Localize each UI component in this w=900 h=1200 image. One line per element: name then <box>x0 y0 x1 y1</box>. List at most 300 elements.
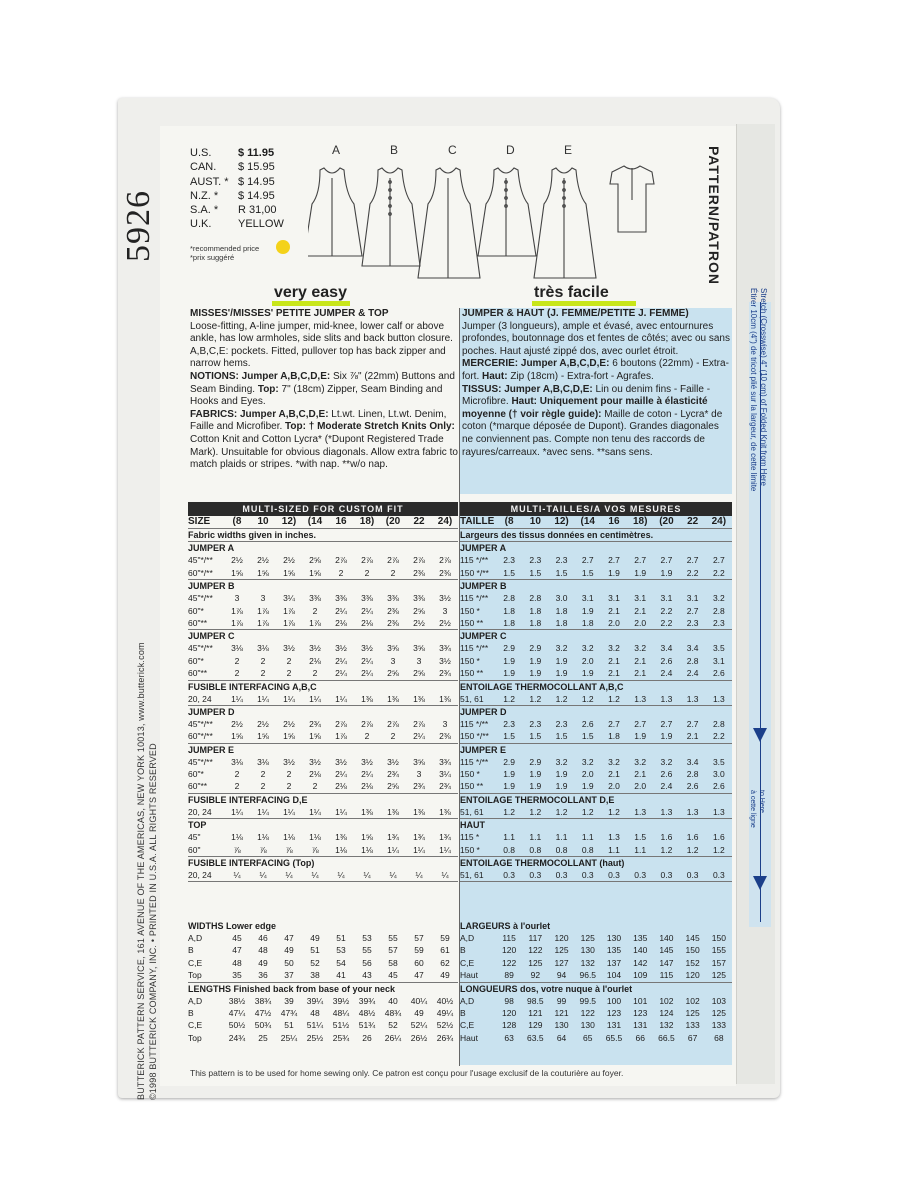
description-title: JUMPER & HAUT (J. FEMME/PETITE J. FEMME) <box>462 308 689 319</box>
table-cell: ¼ <box>259 870 267 881</box>
table-cell: 2.6 <box>712 781 725 792</box>
table-cell: 2 <box>286 769 292 780</box>
table-cell: 1⅝ <box>361 832 373 843</box>
table-cell: 1.2 <box>555 693 568 704</box>
table-cell: 2 <box>338 567 344 578</box>
table-row <box>460 718 732 730</box>
table-cell: 49 <box>310 933 320 943</box>
price-value: YELLOW <box>238 218 284 231</box>
row-label: 60"*/** <box>188 567 213 578</box>
table-cell: 1¼ <box>309 693 321 704</box>
table-cell: 48¾ <box>384 1007 402 1018</box>
jumper-e-drawing <box>534 168 596 278</box>
table-cell: 63.5 <box>527 1032 544 1043</box>
table-cell: ¼ <box>363 870 371 881</box>
table-cell: 2.7 <box>686 555 699 566</box>
row-label: 150 * <box>460 655 480 666</box>
table-banner: MULTI-SIZED FOR CUSTOM FIT <box>188 502 458 516</box>
table-cell: 130 <box>580 1020 595 1031</box>
yellow-price-dot-icon <box>276 240 290 254</box>
size-value: 18) <box>632 516 648 527</box>
section-title: JUMPER B <box>188 581 235 592</box>
table-cell: 3.1 <box>712 655 725 666</box>
table-cell: 2⅛ <box>335 781 347 792</box>
table-cell: 2 <box>234 769 240 780</box>
table-cell: 1⅛ <box>257 832 269 843</box>
price-footnote: *recommended price *prix suggéré <box>190 244 260 262</box>
table-cell: 2¼ <box>413 731 425 742</box>
table-cell: 145 <box>659 945 674 956</box>
table-cell: 54 <box>336 957 346 968</box>
section-title: FUSIBLE INTERFACING A,B,C <box>188 681 317 692</box>
table-cell: 1⅞ <box>257 605 269 616</box>
table-cell: 1⅛ <box>231 832 243 843</box>
table-cell: 3 <box>442 718 448 729</box>
table-cell: 52¼ <box>410 1020 428 1031</box>
size-value: 10 <box>529 516 541 527</box>
table-cell: 3½ <box>387 756 399 767</box>
table-row <box>188 844 458 857</box>
table-cell: 2⅞ <box>335 555 347 566</box>
row-label: 150 ** <box>460 617 484 628</box>
table-cell: 2⅝ <box>387 668 399 679</box>
tres-facile-underline <box>532 301 636 306</box>
table-cell: 1.3 <box>660 693 673 704</box>
table-cell: 38½ <box>228 995 246 1006</box>
size-value: (14 <box>307 516 323 527</box>
jumper-b-drawing <box>362 168 420 266</box>
table-cell: 1.3 <box>686 806 699 817</box>
table-cell: 3 <box>442 605 448 616</box>
table-cell: 2½ <box>413 617 425 628</box>
description-title: MISSES'/MISSES' PETITE JUMPER & TOP <box>190 308 389 319</box>
table-cell: 2⅝ <box>413 668 425 679</box>
table-cell: 1.2 <box>555 806 568 817</box>
table-cell: 142 <box>633 957 648 968</box>
row-label: 60"** <box>188 781 208 792</box>
row-label: 60"* <box>188 769 204 780</box>
table-cell: 1¼ <box>309 806 321 817</box>
size-value: 24) <box>711 516 727 527</box>
row-label: 150 ** <box>460 668 484 679</box>
table-cell: 3.1 <box>608 593 620 604</box>
table-cell: 3.2 <box>555 643 568 654</box>
table-row <box>188 567 458 580</box>
price-row <box>190 175 284 189</box>
price-value: $ 11.95 <box>238 147 275 159</box>
table-cell: 1¼ <box>283 693 295 704</box>
description-body: Jumper (3 longueurs), ample et évasé, avec entournures profondes, boutonnage dos et fentes de côtés; avec ou sans poches. Haut ajusté zippé dos, avec ourlet étroit. <box>462 320 730 357</box>
table-cell: 2.2 <box>686 567 699 578</box>
table-row <box>460 730 732 743</box>
table-cell: 1⅜ <box>361 806 373 817</box>
table-cell: 48½ <box>358 1007 376 1018</box>
table-cell: ⅞ <box>285 844 293 855</box>
table-row <box>460 1007 732 1019</box>
table-cell: 2.8 <box>686 655 699 666</box>
table-cell: 2 <box>234 655 240 666</box>
table-cell: 3⅛ <box>257 643 269 654</box>
table-cell: 48 <box>232 957 242 968</box>
yardage-table-french <box>460 502 732 922</box>
table-cell: 39 <box>284 995 294 1006</box>
table-cell: 1⅝ <box>309 731 321 742</box>
row-label: C,E <box>460 1020 475 1031</box>
table-cell: 1.9 <box>581 605 594 616</box>
table-cell: 2.3 <box>529 555 542 566</box>
table-cell: 131 <box>606 1020 622 1031</box>
table-cell: 2.4 <box>686 668 699 679</box>
table-cell: 25 <box>258 1032 268 1043</box>
table-cell: 120 <box>502 945 517 956</box>
table-cell: 1.2 <box>529 693 542 704</box>
table-cell: 2 <box>390 731 396 742</box>
row-label: Top <box>188 970 202 981</box>
table-row <box>460 617 732 630</box>
table-cell: 3¼ <box>439 769 451 780</box>
table-cell: 2.7 <box>660 555 673 566</box>
table-cell: 2.1 <box>634 655 647 666</box>
table-cell: 2.3 <box>686 617 699 628</box>
price-row <box>190 146 284 160</box>
row-label: 150 */** <box>460 567 489 578</box>
table-cell: ¼ <box>389 870 397 881</box>
row-label: 60"** <box>188 617 208 628</box>
table-cell: 47¼ <box>228 1007 246 1018</box>
size-value: 16 <box>335 516 347 527</box>
table-cell: 48 <box>258 945 268 956</box>
table-cell: 61 <box>440 945 450 956</box>
view-letter: B <box>390 143 399 157</box>
table-row <box>460 567 732 580</box>
size-label: TAILLE <box>460 516 495 527</box>
fabric-width-note: Largeurs des tissus données en centimètres. <box>460 529 732 542</box>
table-cell: 3⅜ <box>387 593 399 604</box>
size-value: (20 <box>385 516 401 527</box>
price-row <box>190 189 284 203</box>
row-label: B <box>460 1007 466 1018</box>
table-cell: 1.9 <box>581 781 594 792</box>
table-row <box>188 869 458 882</box>
table-cell: 1¼ <box>257 806 269 817</box>
table-cell: 26 <box>362 1032 372 1043</box>
table-cell: 0.3 <box>634 870 647 881</box>
table-cell: 102 <box>659 995 674 1006</box>
table-cell: 2.7 <box>608 555 620 566</box>
table-cell: 3.0 <box>555 593 568 604</box>
table-cell: 35 <box>232 970 242 981</box>
table-cell: 2.9 <box>503 643 516 654</box>
view-letter: A <box>332 143 341 157</box>
table-cell: 1.8 <box>608 731 620 742</box>
section-title: JUMPER A <box>188 543 235 554</box>
table-cell: 1.2 <box>660 844 673 855</box>
table-cell: 3⅜ <box>309 593 321 604</box>
table-banner: MULTI-TAILLES/A VOS MESURES <box>460 502 732 516</box>
section-title: ENTOILAGE THERMOCOLLANT A,B,C <box>460 681 624 692</box>
pattern-number: 5926 <box>120 190 157 262</box>
table-cell: 1.9 <box>634 731 647 742</box>
table-cell: 1.9 <box>529 781 542 792</box>
size-value: 24) <box>437 516 453 527</box>
table-row <box>188 995 458 1007</box>
row-label: 51, 61 <box>460 693 484 704</box>
table-cell: 1.1 <box>634 844 647 855</box>
table-cell: 2 <box>260 668 266 679</box>
table-cell: 3 <box>416 655 422 666</box>
table-cell: 3.2 <box>555 756 568 767</box>
table-cell: 92 <box>530 970 541 981</box>
table-cell: 3½ <box>335 643 347 654</box>
table-cell: 3.2 <box>634 643 647 654</box>
table-cell: 37 <box>284 970 294 981</box>
table-cell: 98.5 <box>527 995 544 1006</box>
table-row <box>188 642 458 654</box>
table-cell: 3½ <box>439 593 451 604</box>
table-cell: 57 <box>414 933 424 943</box>
table-cell: 130 <box>554 1020 569 1031</box>
table-cell: ⅞ <box>233 844 241 855</box>
table-cell: ⅞ <box>259 844 267 855</box>
view-letter: E <box>564 143 573 157</box>
row-label: 115 * <box>460 832 480 843</box>
table-cell: 1.5 <box>503 731 516 742</box>
table-cell: 128 <box>502 1020 517 1031</box>
table-cell: 89 <box>504 970 514 981</box>
table-cell: 0.8 <box>503 844 516 855</box>
table-cell: 3 <box>416 769 422 780</box>
table-cell: 2¼ <box>361 668 373 679</box>
table-cell: 2.1 <box>608 668 620 679</box>
table-row <box>460 756 732 768</box>
table-cell: 135 <box>633 933 648 943</box>
table-cell: 0.8 <box>581 844 594 855</box>
table-cell: 56 <box>362 957 372 968</box>
fabric-width-note: Fabric widths given in inches. <box>188 529 458 542</box>
view-letter: D <box>506 143 515 157</box>
table-cell: 40¼ <box>410 995 428 1006</box>
table-cell: 47 <box>414 970 424 981</box>
row-label: 51, 61 <box>460 870 484 881</box>
table-row <box>460 642 732 654</box>
section-title: JUMPER A <box>460 543 507 554</box>
price-country: N.Z. * <box>190 189 219 202</box>
garment-line-drawings <box>308 160 718 284</box>
size-value: 18) <box>359 516 375 527</box>
table-cell: 1.9 <box>529 769 542 780</box>
table-cell: 64 <box>556 1032 567 1043</box>
table-cell: 2 <box>260 655 266 666</box>
row-label: B <box>188 945 194 956</box>
table-cell: 1.2 <box>581 806 594 817</box>
table-row <box>188 1019 458 1031</box>
table-cell: 53 <box>362 933 372 943</box>
table-cell: 122 <box>528 945 543 956</box>
table-cell: 52 <box>388 1020 398 1031</box>
table-cell: 120 <box>685 970 700 981</box>
table-cell: 3.2 <box>634 756 647 767</box>
table-cell: 2⅞ <box>361 555 373 566</box>
table-cell: 2⅞ <box>387 555 399 566</box>
size-value: 22 <box>413 516 425 527</box>
table-row <box>188 667 458 680</box>
table-cell: 2.1 <box>686 731 699 742</box>
table-cell: 3.4 <box>686 756 699 767</box>
size-header-row <box>460 516 732 529</box>
price-value: R 31,00 <box>238 204 277 217</box>
section-title: TOP <box>188 820 207 831</box>
table-cell: 1⅛ <box>361 844 373 855</box>
table-cell: 1.9 <box>555 655 568 666</box>
table-cell: 46 <box>258 933 268 943</box>
table-cell: 1⅝ <box>257 567 269 578</box>
table-cell: 1.2 <box>608 806 620 817</box>
table-cell: 59 <box>414 945 424 956</box>
table-cell: 24¾ <box>228 1032 246 1043</box>
column-divider <box>459 308 460 1066</box>
section-title: ENTOILAGE THERMOCOLLANT D,E <box>460 794 615 805</box>
table-cell: 2¼ <box>361 769 373 780</box>
table-cell: 68 <box>714 1032 724 1043</box>
table-cell: 49 <box>440 970 450 981</box>
table-cell: 3½ <box>361 643 373 654</box>
table-cell: 155 <box>711 945 726 956</box>
table-cell: 140 <box>659 933 674 943</box>
table-cell: 157 <box>711 957 726 968</box>
price-country: U.K. <box>190 218 212 231</box>
table-row <box>460 605 732 617</box>
table-cell: 62 <box>440 957 450 968</box>
table-cell: 47¾ <box>280 1007 298 1018</box>
row-label: C,E <box>188 957 203 968</box>
price-row <box>190 217 284 231</box>
table-cell: 2.8 <box>712 605 725 616</box>
table-cell: 1.9 <box>503 668 516 679</box>
table-cell: 1.8 <box>503 617 516 628</box>
table-cell: 1.9 <box>634 567 647 578</box>
table-cell: 2⅜ <box>439 567 451 578</box>
table-cell: 1¼ <box>257 693 269 704</box>
table-cell: 0.3 <box>608 870 620 881</box>
table-cell: 3⅜ <box>361 593 373 604</box>
table-cell: ¼ <box>233 870 241 881</box>
table-cell: 1.1 <box>608 844 620 855</box>
table-cell: 0.8 <box>529 844 542 855</box>
table-cell: 60 <box>414 957 424 968</box>
table-cell: 2 <box>260 769 266 780</box>
table-cell: 1¾ <box>387 832 399 843</box>
view-letter: C <box>448 143 457 157</box>
table-cell: 1.1 <box>555 832 568 843</box>
table-cell: 124 <box>659 1007 674 1018</box>
table-cell: 1.9 <box>555 781 568 792</box>
table-cell: 2½ <box>439 617 451 628</box>
table-cell: 2.1 <box>634 605 647 616</box>
table-cell: 1.8 <box>503 605 516 616</box>
table-cell: 2¾ <box>309 718 321 729</box>
table-cell: 2.7 <box>581 555 594 566</box>
table-cell: 2¼ <box>361 655 373 666</box>
table-cell: 2½ <box>231 718 243 729</box>
table-cell: 121 <box>528 1007 543 1018</box>
table-cell: 121 <box>554 1007 569 1018</box>
table-cell: 1.3 <box>712 693 725 704</box>
table-cell: 2.2 <box>712 567 725 578</box>
price-country: CAN. <box>190 161 217 174</box>
table-cell: 1¼ <box>231 693 243 704</box>
table-cell: 2⅝ <box>387 781 399 792</box>
table-cell: 1⅞ <box>283 617 295 628</box>
table-cell: 1⅜ <box>387 693 399 704</box>
table-cell: 41 <box>336 970 346 981</box>
table-cell: 1⅛ <box>309 832 321 843</box>
row-label: Haut <box>460 1032 478 1043</box>
row-label: 150 * <box>460 844 480 855</box>
section-title: JUMPER C <box>188 631 235 642</box>
section-title: JUMPER E <box>188 744 235 755</box>
row-label: 60"* <box>188 655 204 666</box>
row-label: A,D <box>188 933 203 943</box>
table-cell: 1.1 <box>503 832 516 843</box>
table-cell: 3 <box>260 593 266 604</box>
row-label: 45"*/** <box>188 555 213 566</box>
table-cell: 3.2 <box>581 756 594 767</box>
table-cell: 38¾ <box>254 995 272 1006</box>
table-cell: 2.2 <box>712 731 725 742</box>
table-row <box>188 693 458 706</box>
table-cell: 1.5 <box>555 567 568 578</box>
table-cell: 130 <box>580 945 595 956</box>
lengths-title: LENGTHS Finished back from base of your neck <box>188 983 396 994</box>
table-cell: 3.0 <box>712 769 725 780</box>
home-sewing-notice: This pattern is to be used for home sewing only. Ce patron est conçu pour l'usage exclusif de la couturière au foyer. <box>190 1068 624 1078</box>
row-label: Haut <box>460 970 478 981</box>
table-cell: 51 <box>310 945 320 956</box>
table-cell: 2⅞ <box>439 555 451 566</box>
table-cell: 2 <box>312 781 318 792</box>
row-label: 150 */** <box>460 731 489 742</box>
row-label: 60"* <box>188 605 204 616</box>
table-row <box>460 592 732 604</box>
yardage-table-english <box>188 502 458 882</box>
table-cell: 2.7 <box>686 605 699 616</box>
table-cell: 0.3 <box>581 870 594 881</box>
row-label: 115 */** <box>460 643 489 654</box>
table-cell: 2.7 <box>660 718 673 729</box>
table-cell: 103 <box>711 995 726 1006</box>
table-cell: 1.9 <box>503 781 516 792</box>
table-cell: 3.1 <box>581 593 594 604</box>
description-french <box>460 308 732 494</box>
table-cell: 3½ <box>283 756 295 767</box>
table-cell: 1⅝ <box>231 731 243 742</box>
table-cell: 2.8 <box>529 593 542 604</box>
table-cell: 1.2 <box>503 693 516 704</box>
top-drawing <box>610 166 654 232</box>
table-cell: ¼ <box>441 870 449 881</box>
table-cell: 57 <box>388 945 398 956</box>
table-cell: 1¼ <box>231 806 243 817</box>
table-cell: 94 <box>556 970 567 981</box>
table-cell: 3⅛ <box>257 756 269 767</box>
table-cell: 1.6 <box>660 832 673 843</box>
table-cell: 120 <box>502 1007 517 1018</box>
table-row <box>460 969 732 982</box>
table-cell: 1¾ <box>439 832 451 843</box>
fabrics-text: TISSUS: Jumper A,B,C,D,E: Lin ou denim fins - Faille - Microfibre. Haut: Uniquement pour maille à élasticité moyenne († voir règle guide): Maille de coton - Lycra* de coton (*marque déposée de Dupont). Grandes diagonales ne conviennent pas. Compte non tenu des raccords de rayures/carreaux. *avec sens. **sans sens. <box>462 383 723 458</box>
size-value: (8 <box>504 516 514 527</box>
table-cell: 96.5 <box>579 970 597 981</box>
